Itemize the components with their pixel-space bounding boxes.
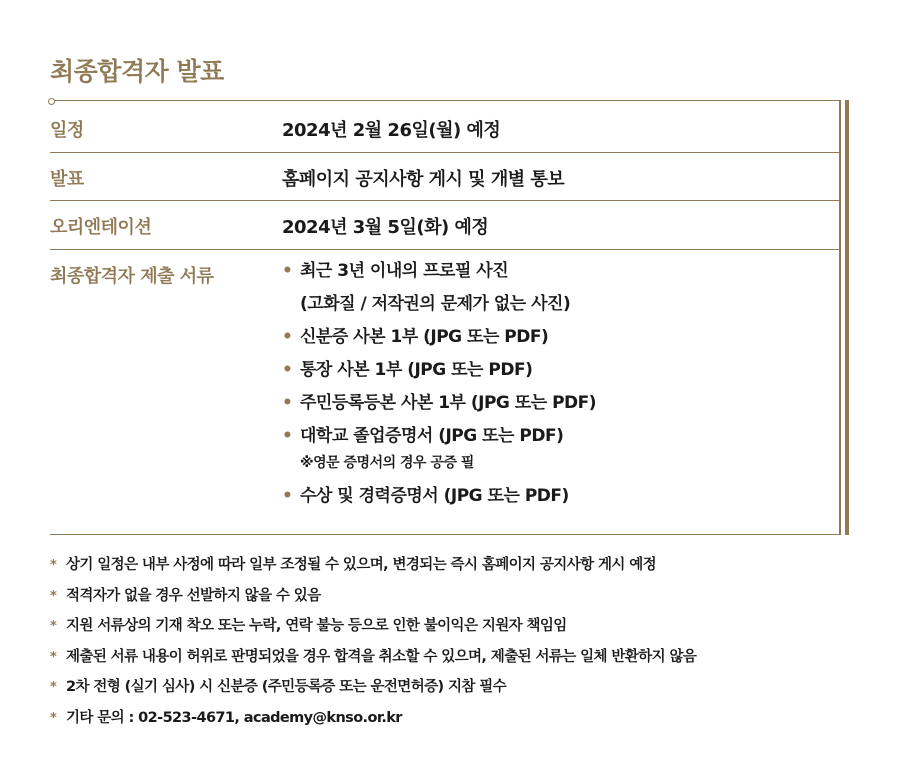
note-text: 제출된 서류 내용이 허위로 판명되었을 경우 합격을 취소할 수 있으며, 제출된 서류는 일체 반환하지 않음 [66,648,697,665]
note-item [50,584,870,615]
note-item [50,675,870,706]
schedule-value: 2024년 2월 26일(월) 예정 [282,120,501,141]
top-divider [50,100,840,101]
list-item [282,425,596,474]
bullet-icon: • [282,486,293,506]
note-item [50,553,870,584]
schedule-row [50,102,840,153]
bullet-icon: • [282,426,293,446]
note-text: 기타 문의 : 02-523-4671, academy@knso.or.kr [66,709,402,726]
document-text: 주민등록등본 사본 1부 (JPG 또는 PDF) [300,393,597,413]
list-item [282,260,596,315]
asterisk-icon: * [50,680,57,695]
asterisk-icon: * [50,588,57,604]
list-item [282,485,596,507]
asterisk-icon: * [50,710,57,726]
asterisk-icon: * [50,558,57,573]
bullet-icon: • [282,360,293,380]
bullet-icon: • [282,393,293,413]
schedule-label: 일정 [50,120,84,141]
document-text: 최근 3년 이내의 프로필 사진 [300,261,509,281]
list-item [282,359,596,381]
asterisk-icon: * [50,619,57,634]
document-text: 신분증 사본 1부 (JPG 또는 PDF) [300,327,549,347]
note-item [50,645,870,676]
announcement-row [50,153,840,201]
bullet-icon: • [282,261,293,281]
note-text: 지원 서류상의 기재 착오 또는 누락, 연락 불능 등으로 인한 불이익은 지원자 책임임 [66,618,567,634]
note-text: 상기 일정은 내부 사정에 따라 일부 조정될 수 있으며, 변경되는 즉시 홈페이지 공지사항 게시 예정 [66,557,657,573]
note-item [50,706,870,737]
notes-list [50,553,870,736]
orientation-label: 오리엔테이션 [50,217,152,238]
document-note: ※영문 증명서의 경우 공증 필 [300,455,474,471]
announcement-value: 홈페이지 공지사항 게시 및 개별 통보 [282,169,565,190]
announcement-label: 발표 [50,169,84,190]
list-item [282,392,596,414]
note-text: 2차 전형 (실기 심사) 시 신분증 (주민등록증 또는 운전면허증) 지참 필수 [66,679,507,695]
document-text: 대학교 졸업증명서 (JPG 또는 PDF) [300,426,564,446]
documents-row [50,250,840,535]
document-text: 통장 사본 1부 (JPG 또는 PDF) [300,360,533,380]
orientation-row [50,201,840,250]
document-subtext: (고화질 / 저작권의 문제가 없는 사진) [300,294,571,314]
documents-label: 최종합격자 제출 서류 [50,266,214,287]
note-item [50,614,870,645]
page-title: 최종합격자 발표 [50,57,224,86]
asterisk-icon: * [50,649,57,665]
list-item [282,326,596,348]
note-text: 적격자가 없을 경우 선발하지 않을 수 있음 [66,587,321,604]
documents-list [282,260,596,518]
document-text: 수상 및 경력증명서 (JPG 또는 PDF) [300,486,569,506]
orientation-value: 2024년 3월 5일(화) 예정 [282,217,489,238]
right-border-thick [845,100,849,535]
bullet-icon: • [282,327,293,347]
